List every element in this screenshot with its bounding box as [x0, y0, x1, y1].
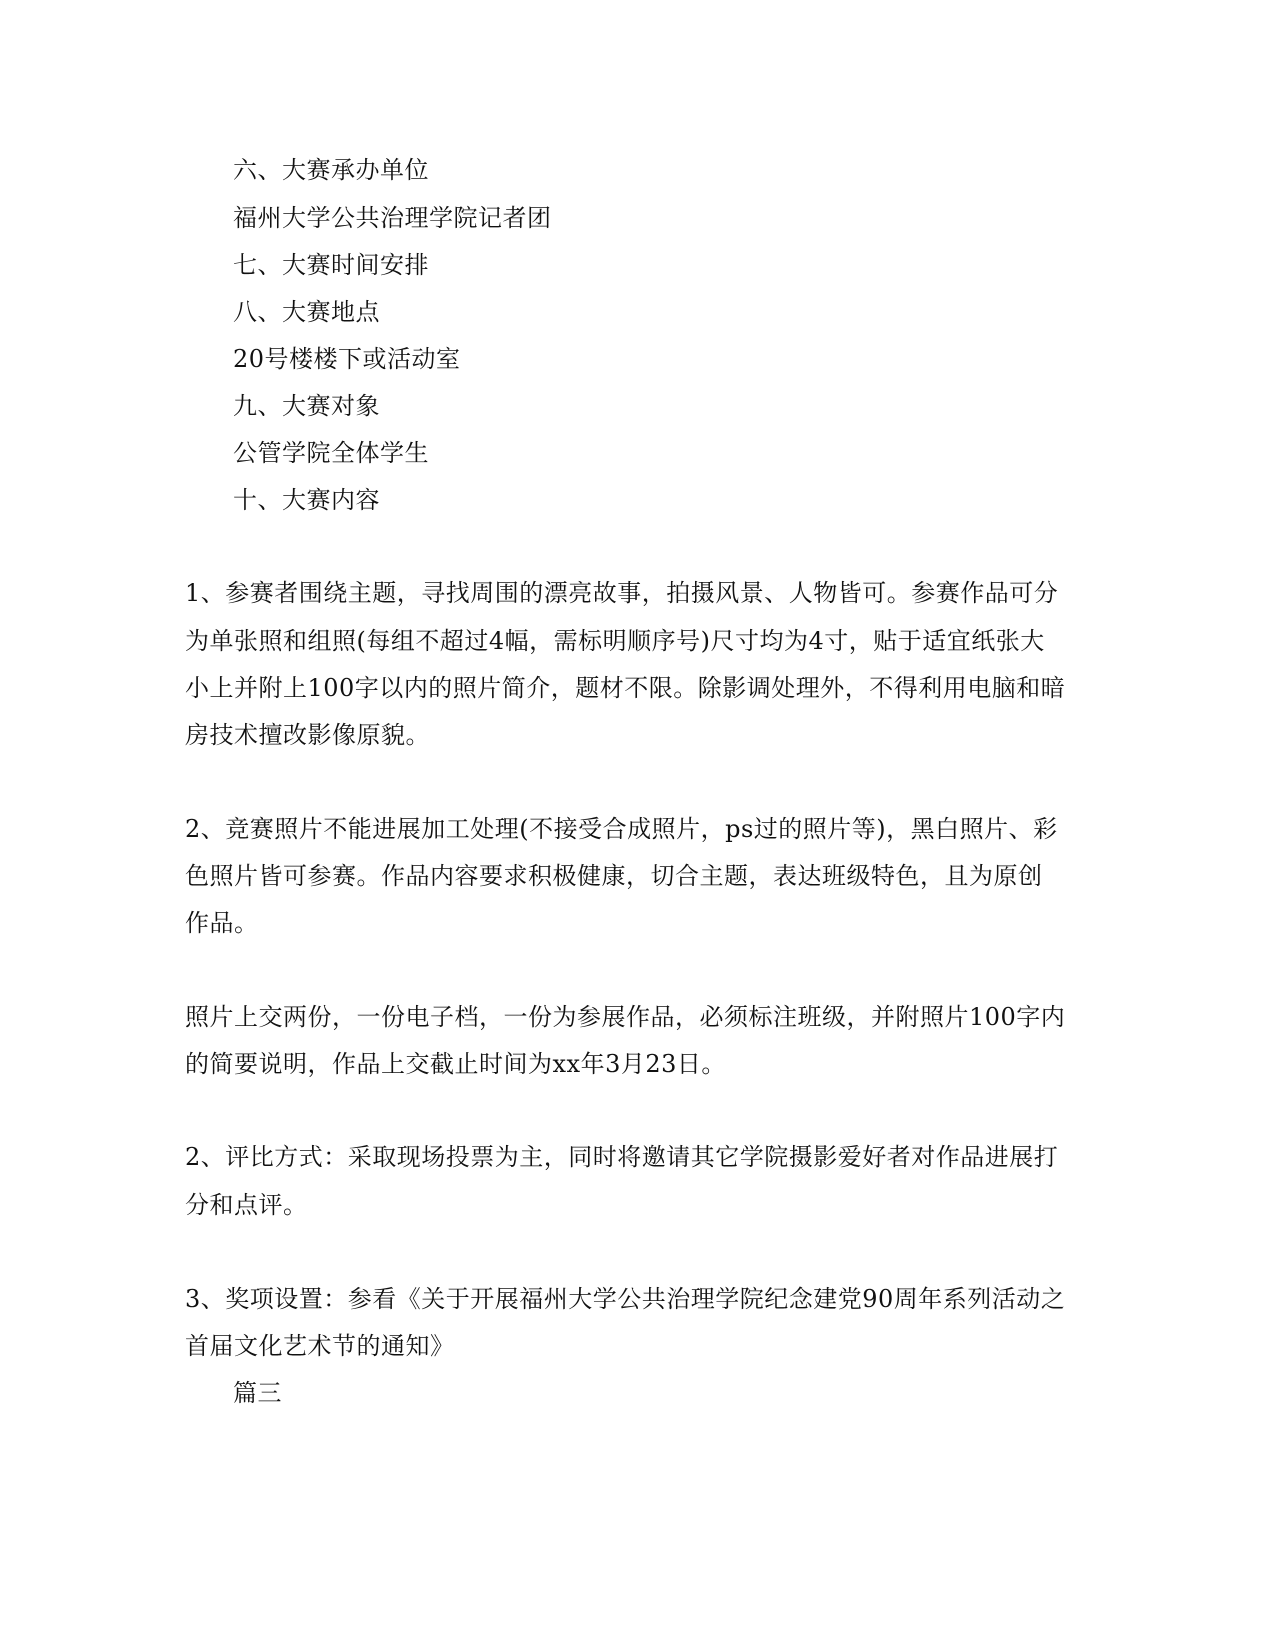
- paragraph-line: 分和点评。: [185, 1191, 308, 1219]
- section-9-heading: 九、大赛对象: [233, 392, 380, 420]
- paragraph-line: 的简要说明，作品上交截止时间为xx年3月23日。: [185, 1050, 726, 1078]
- paragraph-line: 色照片皆可参赛。作品内容要求积极健康，切合主题，表达班级特色，且为原创: [185, 862, 1043, 890]
- paragraph-line: 为单张照和组照(每组不超过4幅，需标明顺序号)尺寸均为4寸，贴于适宜纸张大: [185, 627, 1045, 655]
- paragraph-line: 小上并附上100字以内的照片简介，题材不限。除影调处理外，不得利用电脑和暗: [185, 674, 1066, 702]
- section-8-heading: 八、大赛地点: [233, 298, 380, 326]
- section-7-heading: 七、大赛时间安排: [233, 251, 429, 279]
- paragraph-line: 首届文化艺术节的通知》: [185, 1332, 455, 1360]
- paragraph-line: 3、奖项设置：参看《关于开展福州大学公共治理学院纪念建党90周年系列活动之: [185, 1285, 1066, 1313]
- paragraph-line: 照片上交两份，一份电子档，一份为参展作品，必须标注班级，并附照片100字内: [185, 1003, 1066, 1031]
- part-three-heading: 篇三: [233, 1379, 282, 1407]
- paragraph-line: 房技术擅改影像原貌。: [185, 721, 430, 749]
- section-6-organizer: 福州大学公共治理学院记者团: [233, 204, 552, 232]
- section-9-participants: 公管学院全体学生: [233, 439, 429, 467]
- paragraph-line: 作品。: [185, 909, 259, 937]
- section-8-location: 20号楼楼下或活动室: [233, 345, 461, 373]
- section-10-heading: 十、大赛内容: [233, 486, 380, 514]
- paragraph-line: 2、竞赛照片不能进展加工处理(不接受合成照片，ps过的照片等)，黑白照片、彩: [185, 815, 1058, 843]
- paragraph-line: 1、参赛者围绕主题，寻找周围的漂亮故事，拍摄风景、人物皆可。参赛作品可分: [185, 579, 1059, 607]
- paragraph-line: 2、评比方式：采取现场投票为主，同时将邀请其它学院摄影爱好者对作品进展打: [185, 1143, 1059, 1171]
- section-6-heading: 六、大赛承办单位: [233, 156, 429, 184]
